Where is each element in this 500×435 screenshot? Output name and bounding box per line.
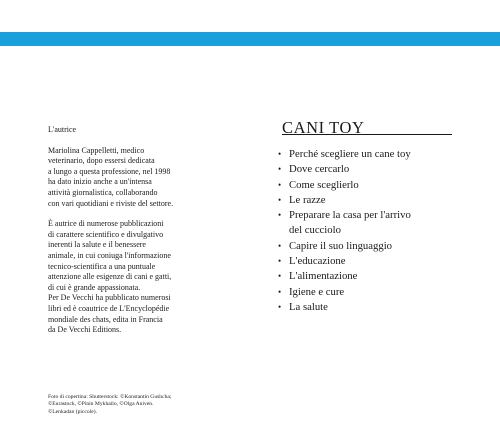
author-heading: L'autrice bbox=[48, 125, 77, 134]
bullet-icon: • bbox=[278, 194, 282, 205]
bullet-icon: • bbox=[278, 271, 282, 282]
bullet-icon: • bbox=[278, 149, 282, 159]
bio-paragraph-1 bbox=[48, 146, 223, 210]
bio-line: inerenti la salute e il benessere bbox=[48, 240, 146, 250]
bio-line: Mariolina Cappelletti, medico bbox=[48, 145, 145, 155]
toc-item bbox=[278, 147, 478, 162]
bio-paragraph-2 bbox=[48, 219, 223, 336]
bio-line: con vari quotidiani e riviste del settore. bbox=[48, 198, 174, 208]
bio-line: libri ed è coautrice de L'Encyclopédie bbox=[48, 303, 170, 313]
toc-item bbox=[278, 208, 478, 239]
bio-line: ha dato inizio anche a un'intensa bbox=[48, 177, 152, 187]
toc-item-label: L'educazione bbox=[289, 255, 346, 268]
bullet-icon: • bbox=[278, 164, 282, 175]
toc-item bbox=[278, 285, 478, 300]
book-title: CANI TOY bbox=[282, 118, 365, 138]
bio-line: veterinario, dopo essersi dedicata bbox=[48, 156, 155, 166]
credit-line: Foto di copertina: Shutterstock: ©Konstantin Gushcha; bbox=[48, 394, 172, 400]
bullet-icon: • bbox=[278, 256, 282, 267]
toc-item-label: La salute bbox=[289, 300, 328, 313]
photo-credits bbox=[48, 394, 248, 416]
bio-line: di cui è grande appassionata. bbox=[48, 282, 141, 292]
bullet-icon: • bbox=[278, 240, 282, 251]
toc-item bbox=[278, 162, 478, 177]
toc-item bbox=[278, 269, 478, 284]
toc-item bbox=[278, 239, 478, 254]
author-bio bbox=[48, 125, 223, 346]
credit-line: ©Eurastock, ©Pinin Mykhailo, ©Olga Aniven. bbox=[48, 401, 154, 408]
toc-item-label: Le razze bbox=[289, 193, 326, 206]
toc-item-label-continued: del cucciolo bbox=[289, 224, 341, 237]
bio-line: da De Vecchi Editions. bbox=[48, 325, 122, 335]
toc-item bbox=[278, 178, 478, 193]
toc-item bbox=[278, 193, 478, 208]
bullet-icon: • bbox=[278, 286, 282, 297]
toc-item bbox=[278, 254, 478, 269]
bio-line: animale, in cui coniuga l'informazione bbox=[48, 250, 171, 260]
bio-line: Per De Vecchi ha pubblicato numerosi bbox=[48, 293, 171, 303]
credit-line: ©Lenkadan (piccole). bbox=[48, 408, 97, 415]
toc-item-label: Preparare la casa per l'arrivo bbox=[289, 209, 411, 222]
toc-item-label: Perché scegliere un cane toy bbox=[289, 148, 411, 160]
bullet-icon: • bbox=[278, 301, 282, 312]
toc-item bbox=[278, 300, 478, 315]
bio-line: mondiale des chats, edita in Francia bbox=[48, 314, 163, 324]
toc-item-label: Come sceglierlo bbox=[289, 178, 359, 191]
title-divider bbox=[282, 134, 452, 135]
bio-line: attenzione alle esigenze di cani e gatti, bbox=[48, 272, 172, 282]
table-of-contents bbox=[278, 147, 478, 315]
bio-line: È autrice di numerose pubblicazioni bbox=[48, 219, 164, 229]
bio-line: tecnico-scientifica a una puntuale bbox=[48, 261, 156, 271]
toc-item-label: Dove cercarlo bbox=[289, 163, 350, 176]
bullet-icon: • bbox=[278, 179, 282, 190]
toc-item-label: Igiene e cure bbox=[289, 285, 345, 298]
toc-item-label: Capire il suo linguaggio bbox=[289, 239, 393, 252]
accent-band bbox=[0, 32, 500, 46]
toc-item-label: L'alimentazione bbox=[289, 270, 358, 283]
bio-line: attività giornalistica, collaborando bbox=[48, 187, 158, 197]
bullet-icon: • bbox=[278, 210, 282, 221]
bio-line: di carattere scientifico e divulgativo bbox=[48, 229, 164, 239]
bio-line: a lungo a questa professione, nel 1998 bbox=[48, 166, 171, 176]
